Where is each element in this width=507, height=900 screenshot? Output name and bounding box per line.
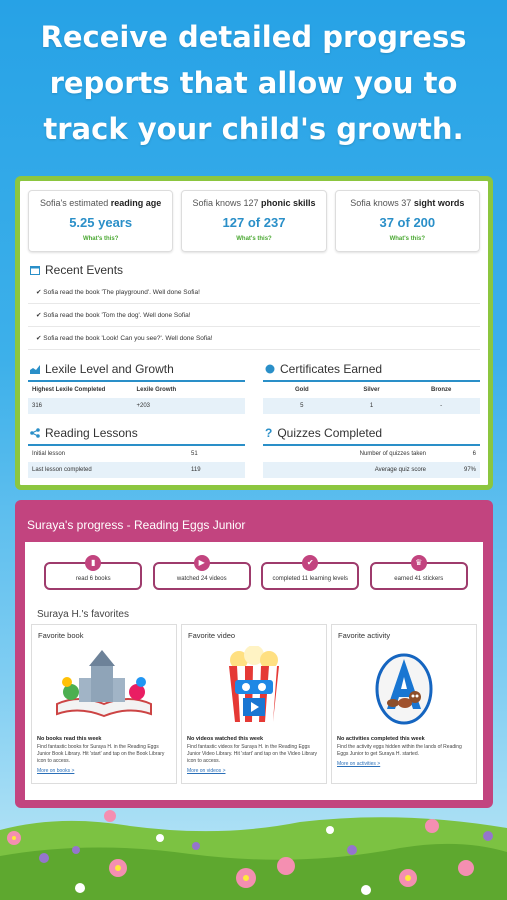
column-header: Lexile Growth	[136, 387, 177, 393]
table-row	[263, 462, 480, 478]
card-heading: No activities completed this week	[337, 736, 425, 742]
cell: 316	[32, 403, 43, 409]
headline	[0, 14, 507, 152]
headline-line-1: Receive detailed progress	[40, 20, 467, 54]
play-icon: ▶	[194, 555, 210, 571]
videos-pill	[153, 558, 251, 590]
chart-icon	[30, 364, 40, 374]
card-description: Find fantastic videos for Suraya H. in the Reading Eggs Junior Video Library. Hit 'start' and tap on the Video Library icon to access.	[187, 744, 318, 764]
cell: Last lesson completed	[32, 467, 92, 473]
book-icon: ▮	[85, 555, 101, 571]
column-header: Bronze	[431, 387, 452, 393]
whats-this-link[interactable]: What's this?	[389, 236, 426, 242]
lessons-title: Reading Lessons	[45, 426, 138, 440]
table-row	[28, 462, 245, 478]
stat-label-bold: reading age	[110, 198, 162, 208]
stat-label-bold: sight words	[413, 198, 465, 208]
list-item: ✔ Sofia read the book 'Look! Can you see?'. Well done Sofia!	[28, 327, 480, 350]
reading-age-value: 5.25 years	[69, 215, 133, 230]
list-item: ✔ Sofia read the book 'The playground'. Well done Sofia!	[28, 281, 480, 304]
ant-egg-illustration	[369, 645, 439, 725]
card-title: Favorite video	[188, 631, 236, 640]
trophy-icon: ♛	[411, 555, 427, 571]
cell: Average quiz score	[374, 467, 426, 473]
stats-row	[20, 181, 488, 252]
junior-progress-panel	[15, 500, 493, 808]
event-text: Sofia read the book 'The playground'. Well done Sofia!	[43, 289, 200, 296]
sight-words-card	[335, 190, 480, 252]
phonic-skills-value: 127 of 237	[222, 215, 286, 230]
lessons-table	[28, 444, 245, 478]
popcorn-illustration	[219, 646, 289, 724]
cell: Initial lesson	[32, 451, 66, 457]
sight-words-value: 37 of 200	[379, 215, 436, 230]
favorite-video-card	[181, 624, 327, 784]
lexile-title: Lexile Level and Growth	[45, 362, 174, 376]
column-header: Silver	[363, 387, 380, 393]
favorites-row	[31, 624, 477, 784]
achievement-pills	[25, 542, 483, 590]
table-row	[28, 398, 245, 414]
card-description: Find the activity eggs hidden within the lands of Reading Eggs Junior to get Suraya H. started.	[337, 744, 462, 757]
column-header: Gold	[295, 387, 309, 393]
certificates-table	[263, 380, 480, 414]
more-on-activities-link[interactable]: More on activities >	[337, 761, 381, 767]
reading-age-card	[28, 190, 173, 252]
levels-pill	[261, 558, 359, 590]
books-pill	[44, 558, 142, 590]
card-description: Find fantastic books for Suraya H. in the Reading Eggs Junior Book Library. Hit 'start' and tap on the Book Library icon to access.	[37, 744, 165, 764]
events-list	[20, 281, 488, 350]
quizzes-title: Quizzes Completed	[277, 426, 383, 440]
table-row	[28, 446, 245, 462]
recent-events-title: Recent Events	[45, 263, 124, 277]
cell: 97%	[463, 467, 476, 473]
lessons-section	[28, 414, 245, 478]
column-header: Highest Lexile Completed	[32, 387, 106, 393]
cell: 1	[369, 403, 374, 409]
stat-label: Sofia's estimated	[40, 198, 111, 208]
more-on-books-link[interactable]: More on books >	[37, 768, 75, 774]
stat-label: Sofia knows 37	[350, 198, 414, 208]
check-icon: ✔	[302, 555, 318, 571]
cell: +203	[136, 403, 151, 409]
junior-progress-title: Suraya's progress - Reading Eggs Junior	[27, 518, 246, 532]
favorite-activity-card	[331, 624, 477, 784]
book-castle-illustration	[49, 646, 159, 724]
event-text: Sofia read the book 'Look! Can you see?'. Well done Sofia!	[43, 335, 213, 342]
pill-label: watched 24 videos	[176, 576, 227, 582]
quizzes-table	[263, 444, 480, 478]
card-heading: No videos watched this week	[187, 736, 264, 742]
whats-this-link[interactable]: What's this?	[236, 236, 272, 242]
whats-this-link[interactable]: What's this?	[82, 236, 119, 242]
certificates-title: Certificates Earned	[280, 362, 383, 376]
cell: Number of quizzes taken	[359, 451, 426, 457]
lexile-table	[28, 380, 245, 414]
card-title: Favorite book	[38, 631, 84, 640]
favorites-title: Suraya H.'s favorites	[37, 609, 129, 620]
pill-label: completed 11 learning levels	[272, 576, 349, 582]
card-heading: No books read this week	[37, 736, 102, 742]
phonic-skills-card	[181, 190, 326, 252]
more-on-videos-link[interactable]: More on videos >	[187, 768, 226, 774]
question-icon: ?	[265, 426, 273, 440]
list-item: ✔ Sofia read the book 'Tom the dog'. Well done Sofia!	[28, 304, 480, 327]
pill-label: read 6 books	[75, 576, 111, 582]
cell: -	[440, 403, 443, 409]
badge-icon	[265, 364, 275, 374]
share-icon	[30, 428, 40, 438]
progress-report-panel	[15, 176, 493, 490]
cell: 119	[191, 467, 201, 473]
stat-label: Sofia knows 127	[192, 198, 261, 208]
lexile-section	[28, 350, 245, 414]
table-row	[263, 398, 480, 414]
cell: 6	[472, 451, 476, 457]
headline-line-3: track your child's growth.	[43, 112, 464, 146]
favorite-book-card	[31, 624, 177, 784]
calendar-icon	[30, 265, 40, 275]
headline-line-2: reports that allow you to	[49, 66, 458, 100]
table-row	[263, 446, 480, 462]
quizzes-section	[263, 414, 480, 478]
certificates-section	[263, 350, 480, 414]
pill-label: earned 41 stickers	[394, 576, 444, 582]
cell: 5	[300, 403, 304, 409]
event-text: Sofia read the book 'Tom the dog'. Well done Sofia!	[43, 312, 191, 319]
recent-events-heading	[30, 263, 480, 277]
flower-meadow-illustration	[0, 808, 507, 900]
stat-label-bold: phonic skills	[261, 198, 316, 208]
stickers-pill	[370, 558, 468, 590]
card-title: Favorite activity	[338, 631, 391, 640]
cell: 51	[191, 451, 198, 457]
